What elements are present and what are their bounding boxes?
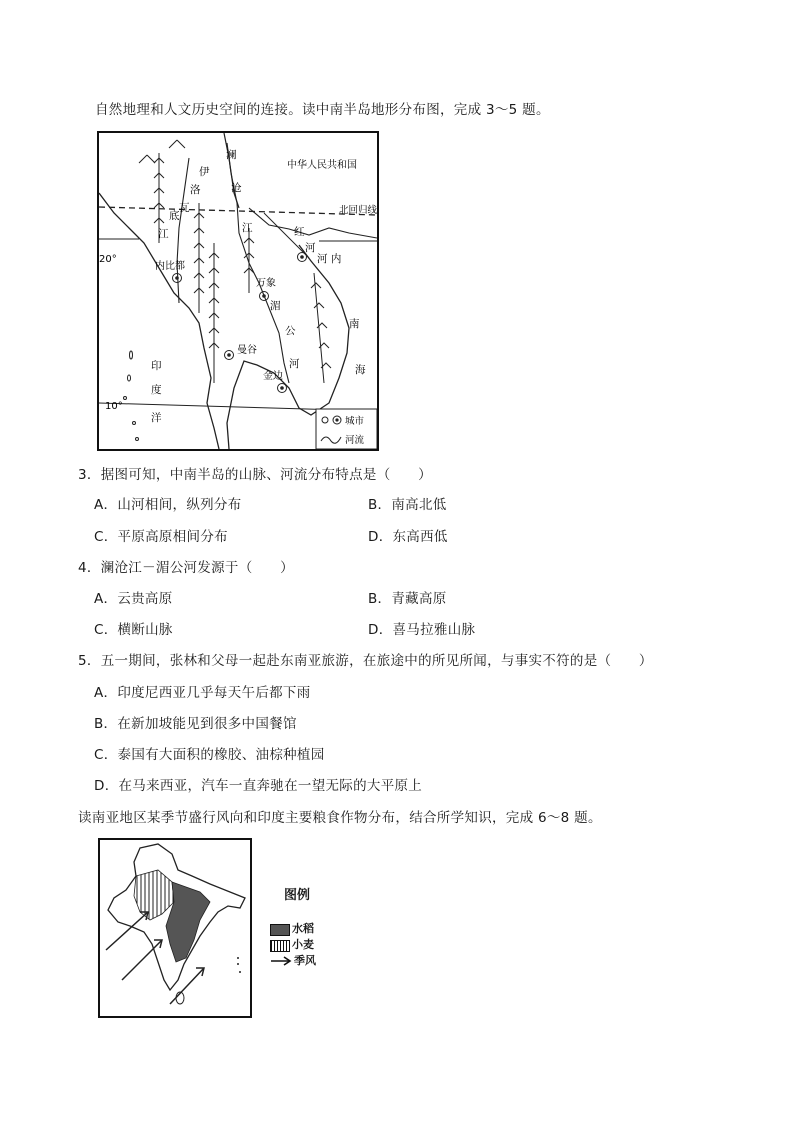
south-asia-map (98, 838, 252, 1018)
label-hanoi: 河 内 (317, 253, 342, 265)
label-vientiane: 万象 (256, 278, 276, 289)
question-4-stem: 4．澜沧江－湄公河发源于（ ） (78, 560, 294, 576)
label-red-river-1: 红 (294, 226, 305, 238)
irrawaddy-river (177, 158, 189, 303)
legend-rice-label: 水稻 (292, 922, 314, 935)
label-indian-ocean-1: 印 (151, 360, 162, 372)
legend-monsoon-arrow-icon (270, 956, 292, 966)
label-mekong-3: 河 (289, 358, 300, 370)
indochina-map-svg (99, 133, 377, 449)
label-south-sea-2: 海 (355, 364, 366, 376)
intro-text-2: 读南亚地区某季节盛行风向和印度主要粮食作物分布，结合所学知识，完成 6～8 题。 (78, 810, 602, 826)
label-lancang-2: 沧 (231, 182, 242, 194)
label-irrawaddy-1: 伊 (199, 166, 210, 178)
label-south-sea-1: 南 (349, 318, 360, 330)
label-phnom-penh: 金边 (263, 371, 283, 382)
label-indian-ocean-2: 度 (151, 384, 162, 396)
label-lat10: 10° (105, 401, 123, 412)
q5-option-b[interactable]: B．在新加坡能见到很多中国餐馆 (94, 716, 297, 732)
label-irrawaddy-2: 洛 (190, 184, 201, 196)
q4-option-a[interactable]: A．云贵高原 (94, 591, 173, 607)
q5-option-a[interactable]: A．印度尼西亚几乎每天午后都下雨 (94, 685, 311, 701)
indochina-map (97, 131, 379, 451)
label-lat20: 20° (99, 254, 117, 265)
map2-legend (270, 884, 350, 974)
q5-option-d[interactable]: D．在马来西亚，汽车一直奔驰在一望无际的大平原上 (94, 778, 423, 794)
intro-text-1: 自然地理和人文历史空间的连接。读中南半岛地形分布图，完成 3～5 题。 (95, 102, 550, 118)
q3-option-b[interactable]: B．南高北低 (368, 497, 447, 513)
label-irrawaddy-5: 江 (158, 228, 169, 240)
legend-city-label: 城市 (345, 416, 365, 427)
legend-rice-swatch (270, 924, 290, 936)
legend-wheat-label: 小麦 (292, 938, 314, 951)
label-red-river-2: 河 (305, 242, 316, 254)
label-irrawaddy-3: 瓦 (179, 202, 190, 214)
q5-option-c[interactable]: C．泰国有大面积的橡胶、油棕种植园 (94, 747, 325, 763)
label-naypyidaw: 内比都 (155, 261, 185, 272)
legend-river-label: 河流 (345, 435, 365, 446)
border-line-1 (224, 133, 239, 208)
label-lancang-1: 澜 (226, 149, 237, 161)
q4-option-b[interactable]: B．青藏高原 (368, 591, 447, 607)
andaman-islands (124, 351, 139, 441)
label-china: 中华人民共和国 (287, 160, 357, 171)
q4-option-c[interactable]: C．横断山脉 (94, 622, 173, 638)
label-bangkok: 曼谷 (237, 345, 257, 356)
legend-title: 图例 (284, 888, 311, 903)
q3-option-d[interactable]: D．东高西低 (368, 529, 448, 545)
q3-option-c[interactable]: C．平原高原相间分布 (94, 529, 228, 545)
label-mekong-2: 公 (285, 325, 296, 337)
q4-option-d[interactable]: D．喜马拉雅山脉 (368, 622, 476, 638)
south-asia-map-svg (100, 840, 250, 1016)
label-lancang-3: 江 (242, 222, 253, 234)
legend-monsoon-label: 季风 (294, 954, 316, 967)
question-5-stem: 5．五一期间，张林和父母一起赴东南亚旅游，在旅途中的所见所闻，与事实不符的是（ ） (78, 653, 653, 669)
label-mekong-1: 湄 (270, 300, 281, 312)
label-tropic: 北回归线 (339, 205, 377, 216)
label-irrawaddy-4: 底 (169, 210, 180, 222)
legend-wheat-swatch (270, 940, 290, 952)
question-3-stem: 3．据图可知，中南半岛的山脉、河流分布特点是（ ） (78, 467, 432, 483)
bay-islands (237, 957, 241, 973)
label-indian-ocean-3: 洋 (151, 412, 162, 424)
q3-option-a[interactable]: A．山河相间，纵列分布 (94, 497, 242, 513)
